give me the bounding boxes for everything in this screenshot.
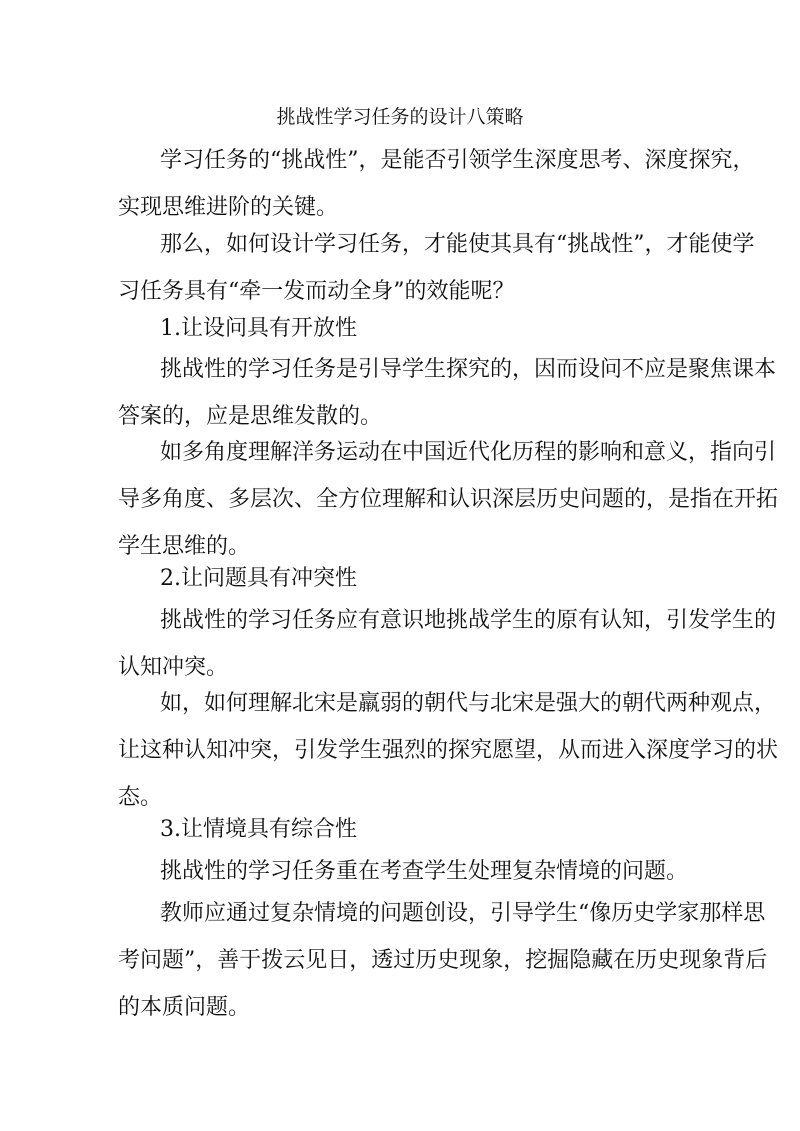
- section-heading: [118, 555, 693, 602]
- paragraph: [118, 848, 693, 895]
- paragraph: [118, 221, 755, 315]
- text-line: 的本质问题。: [118, 995, 251, 1020]
- text-line: 考问题”，善于拨云见日，透过历史现象，挖掘隐藏在历史现象背后: [118, 948, 768, 973]
- text-line: 1.让设问具有开放性: [160, 316, 357, 341]
- text-line: 挑战性的学习任务重在考查学生处理复杂情境的问题。: [160, 859, 689, 884]
- paragraph: [118, 597, 777, 691]
- text-line: 挑战性的学习任务应有意识地挑战学生的原有认知，引发学生的: [160, 608, 777, 633]
- text-line: 3.让情境具有综合性: [160, 817, 357, 842]
- text-line: 让这种认知冲突，引发学生强烈的探究愿望，从而进入深度学习的状: [118, 738, 779, 763]
- text-line: 学生思维的。: [118, 534, 251, 559]
- text-line: 习任务具有“牵一发而动全身”的效能呢？: [118, 279, 515, 304]
- text-line: 教师应通过复杂情境的问题创设，引导学生“像历史学家那样思: [160, 901, 766, 926]
- text-line: 态。: [118, 785, 163, 810]
- paragraph: [118, 890, 768, 1031]
- paragraph: [118, 346, 777, 440]
- text-line: 导多角度、多层次、全方位理解和认识深层历史问题的，是指在开拓: [118, 487, 779, 512]
- paragraph: [118, 137, 755, 231]
- text-line: 学习任务的“挑战性”，是能否引领学生深度思考、深度探究，: [160, 148, 755, 173]
- text-line: 2.让问题具有冲突性: [160, 566, 357, 591]
- paragraph: [118, 429, 779, 570]
- section-heading: [118, 806, 693, 853]
- text-line: 认知冲突。: [118, 655, 229, 680]
- paragraph: [118, 680, 779, 821]
- text-line: 那么，如何设计学习任务，才能使其具有“挑战性”，才能使学: [160, 232, 755, 257]
- text-line: 挑战性的学习任务是引导学生探究的，因而设问不应是聚焦课本: [160, 357, 777, 382]
- text-line: 如，如何理解北宋是羸弱的朝代与北宋是强大的朝代两种观点，: [160, 691, 777, 716]
- document-title: 挑战性学习任务的设计八策略: [276, 106, 524, 128]
- text-line: 如多角度理解洋务运动在中国近代化历程的影响和意义，指向引: [160, 440, 777, 465]
- section-heading: [118, 305, 693, 352]
- text-line: 答案的，应是思维发散的。: [118, 404, 383, 429]
- text-line: 实现思维进阶的关键。: [118, 195, 339, 220]
